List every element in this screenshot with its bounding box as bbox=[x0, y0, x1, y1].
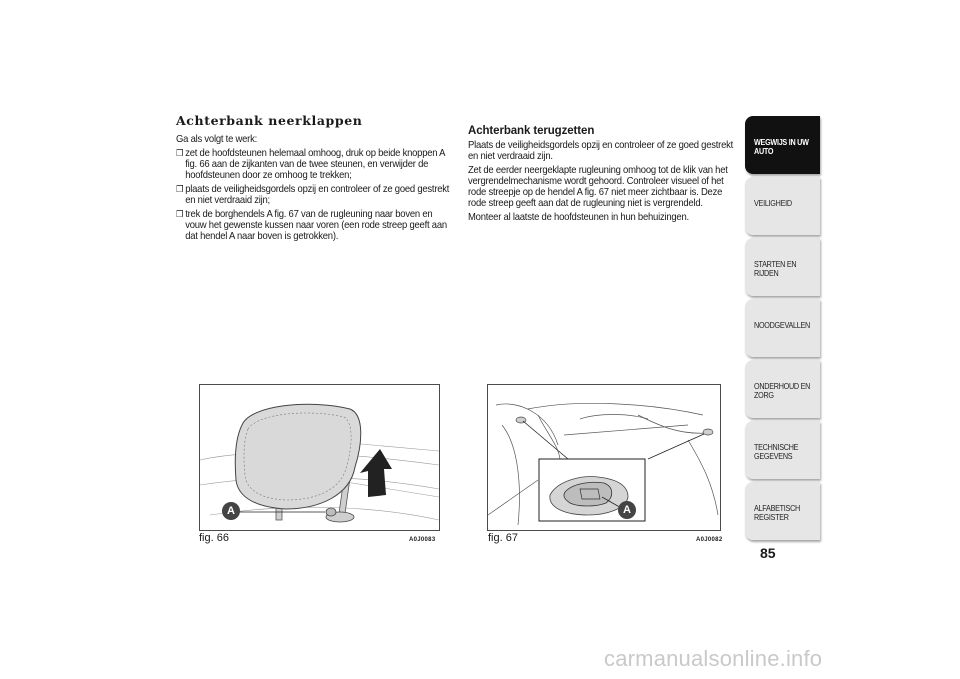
tab-label: WEGWIJS IN UW AUTO bbox=[754, 138, 809, 156]
figure-caption: fig. 67 bbox=[488, 532, 518, 544]
list-item bbox=[176, 209, 452, 242]
callout-a: A bbox=[618, 501, 636, 519]
chapter-tabs bbox=[745, 116, 820, 543]
figure-code: A0J0083 bbox=[409, 537, 436, 543]
tab-starten[interactable] bbox=[745, 238, 820, 296]
paragraph: Plaats de veiligheidsgordels opzij en controleer of ze goed gestrekt en niet verdraaid zijn. bbox=[468, 140, 734, 162]
checkbox-bullet-icon: ❒ bbox=[176, 148, 184, 158]
intro-text: Ga als volgt te werk: bbox=[176, 134, 257, 145]
page-number: 85 bbox=[760, 545, 776, 561]
tab-label: VEILIGHEID bbox=[754, 199, 792, 208]
tab-label: STARTEN EN RIJDEN bbox=[754, 260, 797, 278]
figure-code: A0J0082 bbox=[696, 537, 723, 543]
tab-label: ALFABETISCH REGISTER bbox=[754, 504, 800, 522]
rear-seat-illustration bbox=[488, 385, 720, 530]
list-item bbox=[176, 148, 452, 181]
section-heading-fold: Achterbank neerklappen bbox=[176, 113, 363, 128]
figure-67-rear-seat bbox=[487, 384, 721, 531]
tab-onderhoud[interactable] bbox=[745, 360, 820, 418]
tab-noodgevallen[interactable] bbox=[745, 299, 820, 357]
tab-register[interactable] bbox=[745, 482, 820, 540]
right-column bbox=[468, 125, 738, 226]
section-heading-restore: Achterbank terugzetten bbox=[468, 125, 595, 137]
callout-a: A bbox=[222, 502, 240, 520]
figure-66-headrest bbox=[199, 384, 440, 531]
list-item bbox=[176, 184, 452, 206]
list-item-text: plaats de veiligheidsgordels opzij en controleer of ze goed gestrekt en niet verdraaid zijn; bbox=[185, 184, 450, 206]
tab-label: ONDERHOUD EN ZORG bbox=[754, 382, 811, 400]
checkbox-bullet-icon: ❒ bbox=[176, 184, 184, 194]
left-column bbox=[176, 113, 454, 245]
figure-caption: fig. 66 bbox=[199, 532, 229, 544]
tab-label: TECHNISCHE GEGEVENS bbox=[754, 443, 799, 461]
checkbox-bullet-icon: ❒ bbox=[176, 209, 184, 219]
list-item-text: trek de borghendels A fig. 67 van de rugleuning naar boven en vouw het gewenste kussen naar voren (een rode streep geeft aan dat hendel A naar boven is getrokken). bbox=[185, 209, 447, 242]
tab-veiligheid[interactable] bbox=[745, 177, 820, 235]
tab-technische[interactable] bbox=[745, 421, 820, 479]
watermark: carmanualsonline.info bbox=[604, 646, 823, 671]
paragraph: Zet de eerder neergeklapte rugleuning omhoog tot de klik van het vergrendelmechanisme wordt gehoord. Controleer visueel of het rode streepje op de hendel A fig. 67 niet meer zichtbaar is. Deze rode streep geeft aan dat de rugleuning niet is vergrendeld. bbox=[468, 165, 728, 209]
paragraph: Monteer al laatste de hoofdsteunen in hun behuizingen. bbox=[468, 212, 689, 223]
tab-wegwijs[interactable] bbox=[745, 116, 820, 174]
tab-label: NOODGEVALLEN bbox=[754, 321, 810, 330]
list-item-text: zet de hoofdsteunen helemaal omhoog, druk op beide knoppen A fig. 66 aan de zijkanten van de twee steunen, en verwijder de hoofdsteunen door ze omhoog te trekken; bbox=[185, 148, 445, 181]
